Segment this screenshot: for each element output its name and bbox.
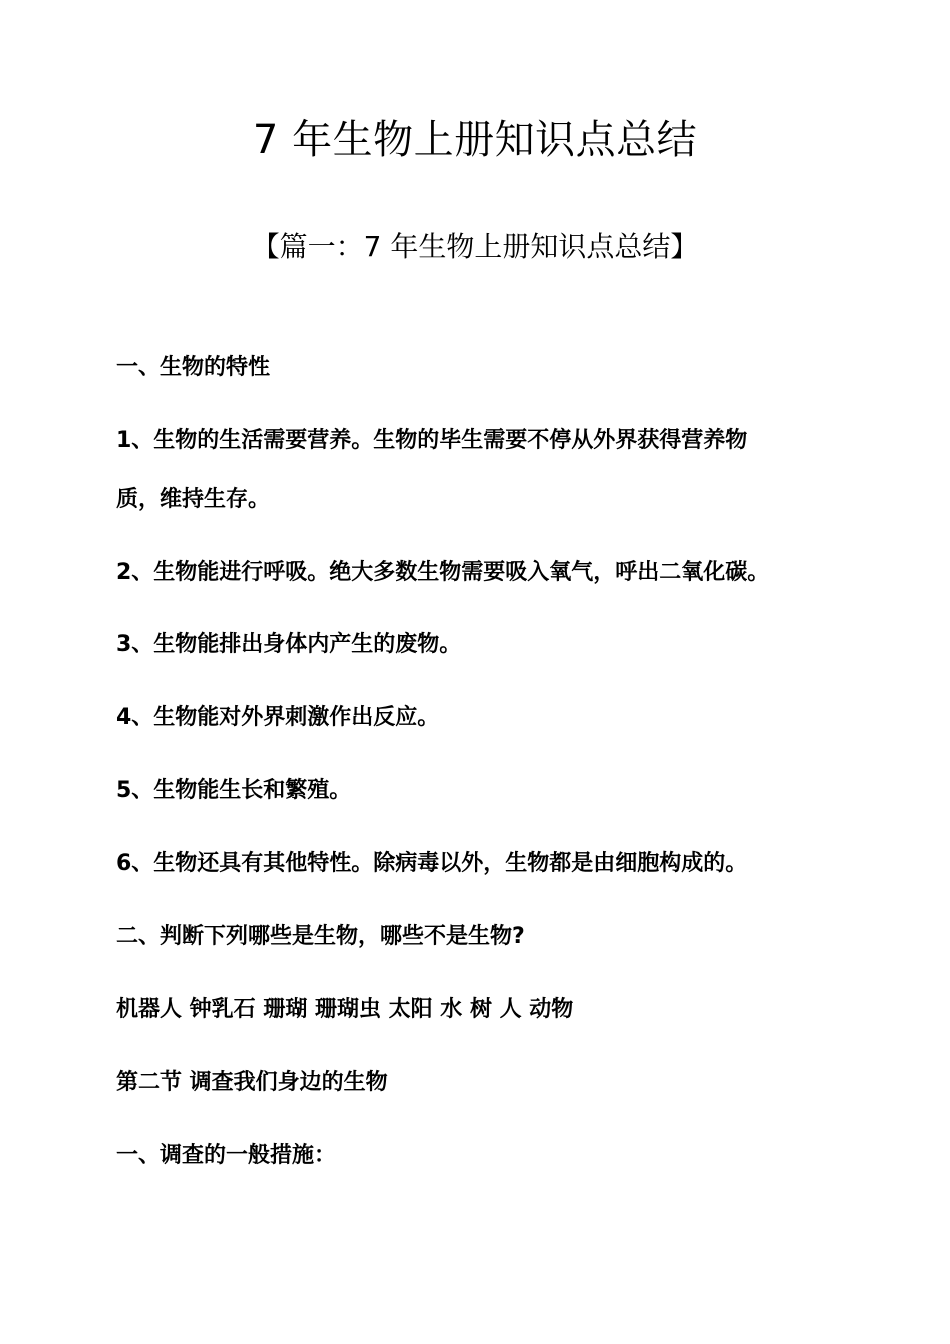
- section-heading-judge: 二、判断下列哪些是生物，哪些不是生物?: [116, 924, 525, 949]
- section-heading-characteristics: 一、生物的特性: [116, 355, 271, 380]
- paragraph-line: 质，维持生存。: [116, 487, 271, 512]
- section-heading-survey: 第二节 调查我们身边的生物: [116, 1070, 388, 1095]
- paragraph-line: 1、生物的生活需要营养。生物的毕生需要不停从外界获得营养物: [116, 428, 748, 453]
- paragraph-line: 4、生物能对外界刺激作出反应。: [116, 705, 440, 730]
- paragraph-line: 机器人 钟乳石 珊瑚 珊瑚虫 太阳 水 树 人 动物: [116, 997, 574, 1022]
- paragraph-line: 3、生物能排出身体内产生的废物。: [116, 632, 462, 657]
- paragraph-line: 6、生物还具有其他特性。除病毒以外，生物都是由细胞构成的。: [116, 851, 748, 876]
- paragraph-line: 2、生物能进行呼吸。绝大多数生物需要吸入氧气，呼出二氧化碳。: [116, 560, 770, 585]
- paragraph-line: 5、生物能生长和繁殖。: [116, 778, 352, 803]
- document-title: 7 年生物上册知识点总结: [252, 117, 698, 163]
- section-heading-methods: 一、调查的一般措施：: [116, 1143, 337, 1168]
- document-subtitle: 【篇一：7 年生物上册知识点总结】: [251, 230, 699, 263]
